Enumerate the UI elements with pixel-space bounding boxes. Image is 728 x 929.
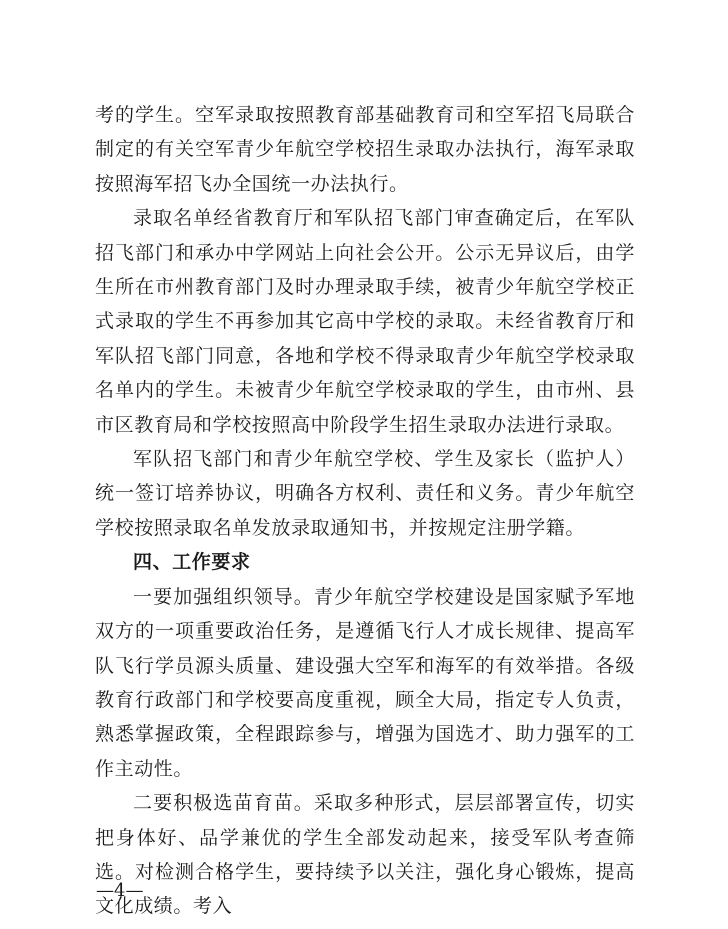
paragraph-candidate-selection: 二要积极选苗育苗。采取多种形式，层层部署宣传，切实把身体好、品学兼优的学生全部发动起来，接受军队考查筛选。对检测合格学生，要持续予以关注，强化身心锻炼，提高文化成绩。考入 — [95, 792, 635, 918]
document-body — [95, 98, 635, 924]
page-number: —4— — [96, 880, 144, 901]
section-heading: 四、工作要求 — [133, 551, 251, 574]
paragraph-training-agreement: 军队招飞部门和青少年航空学校、学生及家长（监护人）统一签订培养协议，明确各方权利、责任和义务。青少年航空学校按照录取名单发放录取通知书，并按规定注册学籍。 — [95, 448, 635, 539]
paragraph-organization-leadership: 一要加强组织领导。青少年航空学校建设是国家赋予军地双方的一项重要政治任务，是遵循飞行人才成长规律、提高军队飞行学员源头质量、建设强大空军和海军的有效举措。各级教育行政部门和学校要高度重视，顾全大局，指定专人负责，熟悉掌握政策，全程跟踪参与，增强为国选才、助力强军的工作主动性。 — [95, 585, 635, 780]
paragraph-admission-method: 考的学生。空军录取按照教育部基础教育司和空军招飞局联合制定的有关空军青少年航空学校招生录取办法执行，海军录取按照海军招飞办全国统一办法执行。 — [95, 104, 635, 195]
paragraph-admission-list: 录取名单经省教育厅和军队招飞部门审查确定后，在军队招飞部门和承办中学网站上向社会公开。公示无异议后，由学生所在市州教育部门及时办理录取手续，被青少年航空学校正式录取的学生不再参加其它高中学校的录取。未经省教育厅和军队招飞部门同意，各地和学校不得录取青少年航空学校录取名单内的学生。未被青少年航空学校录取的学生，由市州、县市区教育局和学校按照高中阶段学生招生录取办法进行录取。 — [95, 207, 635, 436]
